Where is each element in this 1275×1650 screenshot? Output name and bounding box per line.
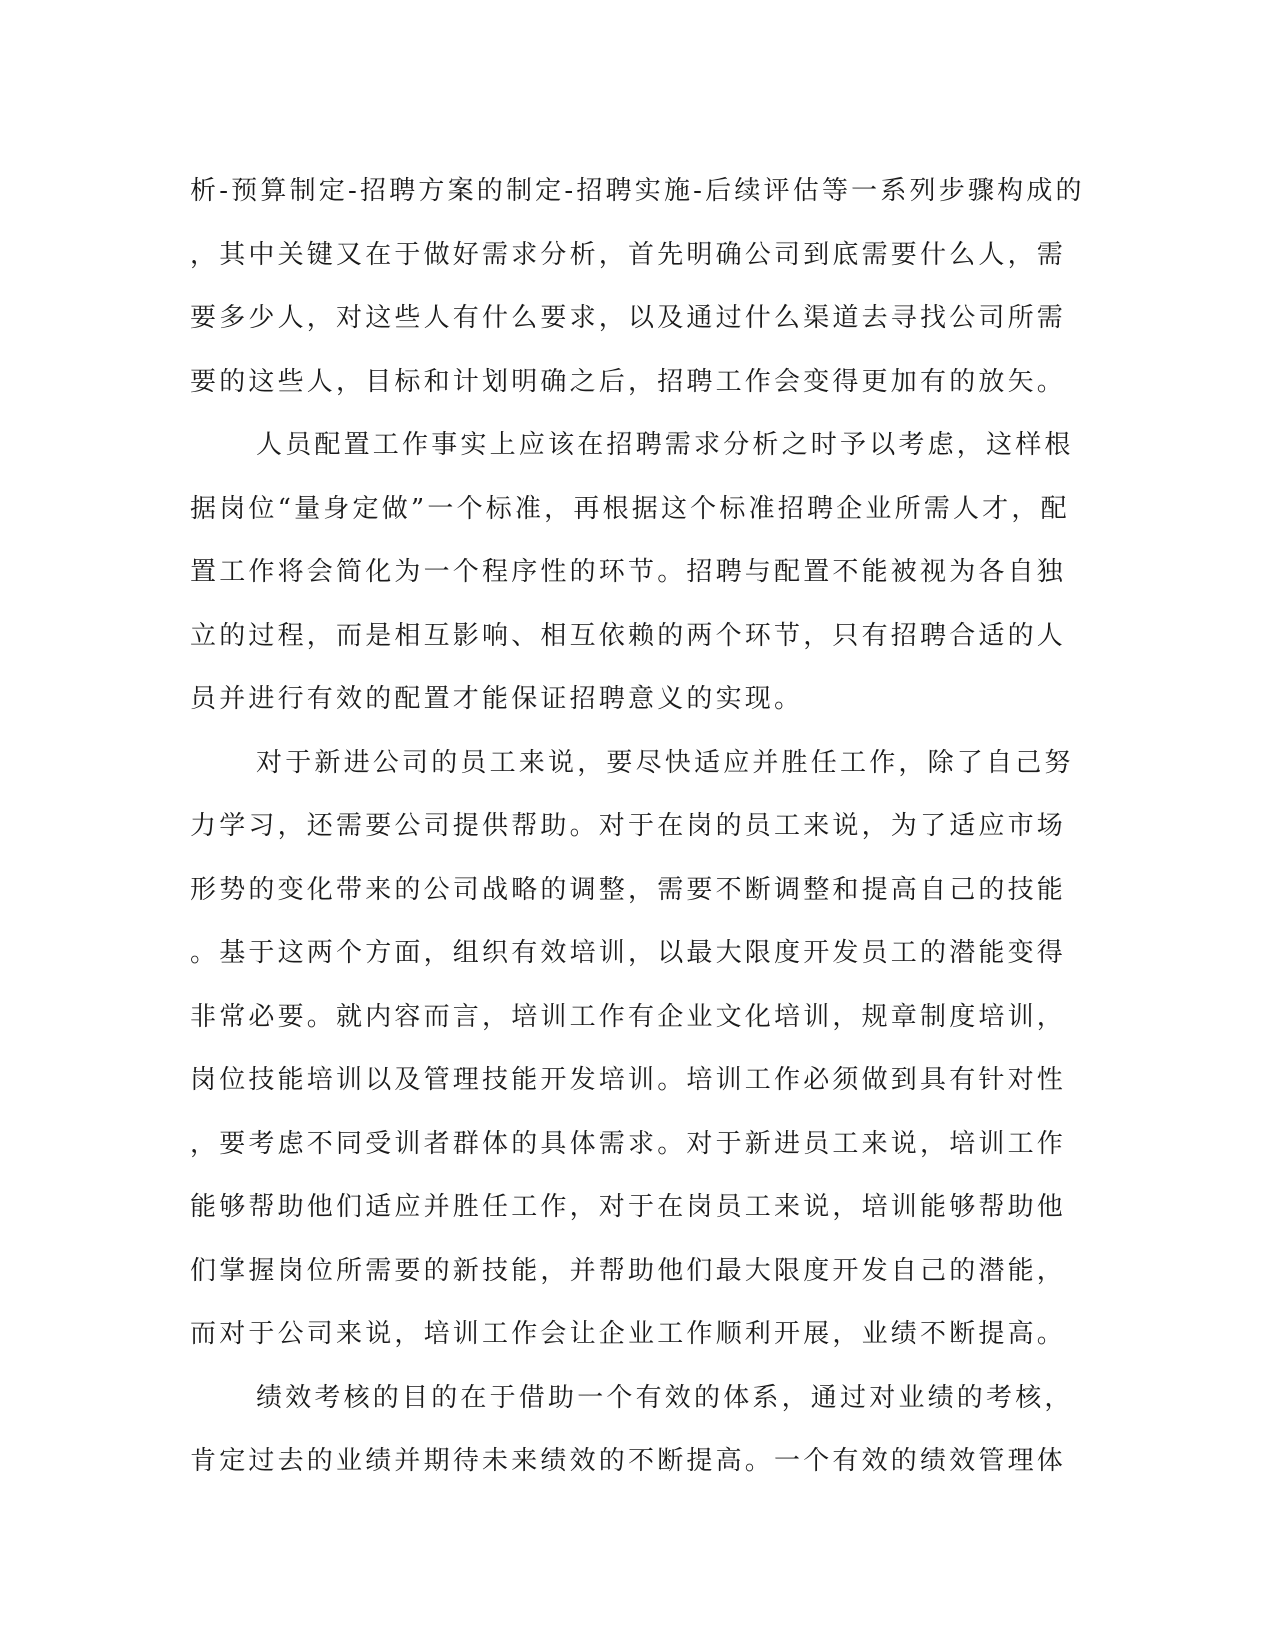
text-line: 肯定过去的业绩并期待未来绩效的不断提高。一个有效的绩效管理体 (190, 1446, 1067, 1476)
text-line: 要多少人，对这些人有什么要求，以及通过什么渠道去寻找公司所需 (190, 303, 1067, 333)
text-line: 形势的变化带来的公司战略的调整，需要不断调整和提高自己的技能 (190, 874, 1067, 905)
text-line: 置工作将会简化为一个程序性的环节。招聘与配置不能被视为各自独 (190, 557, 1067, 587)
text-line: 能够帮助他们适应并胜任工作，对于在岗员工来说，培训能够帮助他 (190, 1192, 1067, 1222)
paragraph-first-line: 对于新进公司的员工来说，要尽快适应并胜任工作，除了自己努 (256, 747, 1074, 778)
paragraph-first-line: 绩效考核的目的在于借助一个有效的体系，通过对业绩的考核， (256, 1382, 1074, 1413)
text-line: 据岗位“量身定做”一个标准，再根据这个标准招聘企业所需人才，配 (190, 493, 1070, 524)
body-text (190, 160, 1085, 1494)
text-line: 们掌握岗位所需要的新技能，并帮助他们最大限度开发自己的潜能， (190, 1255, 1067, 1286)
text-line: 而对于公司来说，培训工作会让企业工作顺利开展，业绩不断提高。 (190, 1319, 1067, 1349)
text-line: 岗位技能培训以及管理技能开发培训。培训工作必须做到具有针对性 (190, 1065, 1067, 1095)
text-line: 立的过程，而是相互影响、相互依赖的两个环节，只有招聘合适的人 (190, 620, 1067, 651)
paragraph-first-line: 人员配置工作事实上应该在招聘需求分析之时予以考虑，这样根 (256, 430, 1074, 460)
text-line: 力学习，还需要公司提供帮助。对于在岗的员工来说，为了适应市场 (190, 811, 1067, 841)
text-line: 非常必要。就内容而言，培训工作有企业文化培训，规章制度培训， (190, 1001, 1067, 1032)
text-line: 析-预算制定-招聘方案的制定-招聘实施-后续评估等一系列步骤构成的 (190, 176, 1085, 206)
text-line: 要的这些人，目标和计划明确之后，招聘工作会变得更加有的放矢。 (190, 366, 1067, 397)
text-line: 。基于这两个方面，组织有效培训，以最大限度开发员工的潜能变得 (190, 938, 1067, 968)
text-line: ，要考虑不同受训者群体的具体需求。对于新进员工来说，培训工作 (190, 1128, 1067, 1159)
text-line: 员并进行有效的配置才能保证招聘意义的实现。 (190, 684, 804, 714)
text-line: ，其中关键又在于做好需求分析，首先明确公司到底需要什么人，需 (190, 239, 1067, 270)
